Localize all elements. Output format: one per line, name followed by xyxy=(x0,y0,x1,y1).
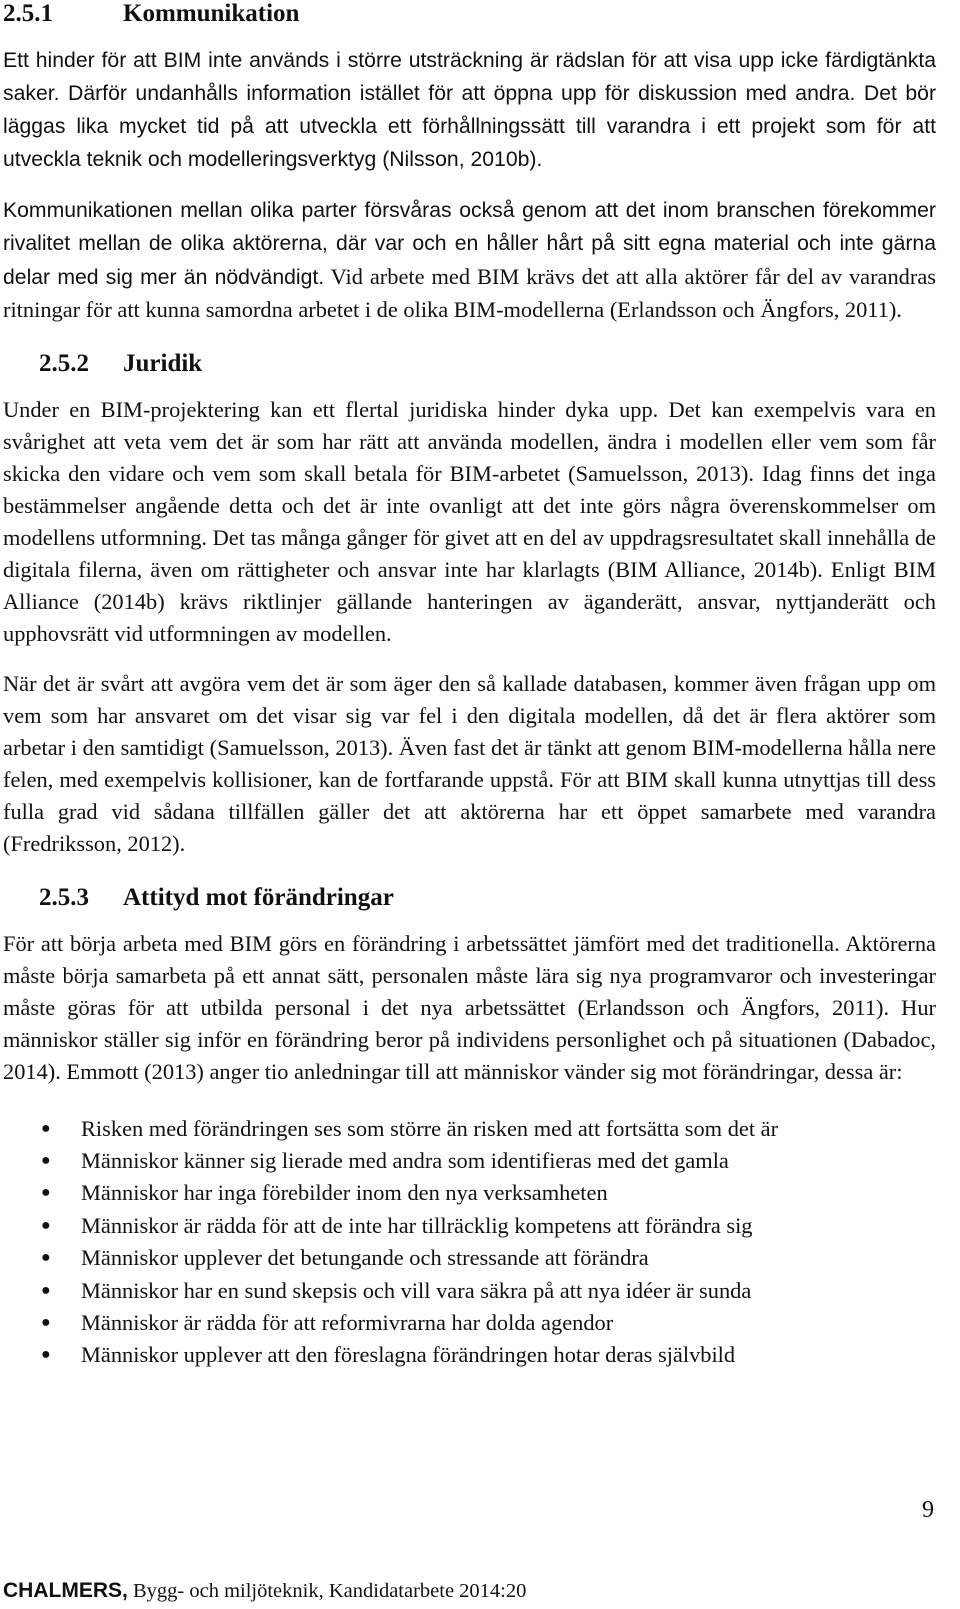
list-item xyxy=(3,1210,936,1242)
section-number: 2.5.2 xyxy=(39,349,89,377)
paragraph-text-sans: Kommunikationen mellan olika parter försvåras också genom att det inom branschen förekommer rivalitet mellan de olika aktörerna, där var och en håller hårt på sitt egna material och inte gärna delar med sig mer än nödvändigt. xyxy=(3,199,936,289)
page-footer xyxy=(3,1578,526,1604)
list-item xyxy=(3,1145,936,1177)
paragraph-juridik-1 xyxy=(3,394,936,651)
page-content xyxy=(3,0,936,1372)
page-number: 9 xyxy=(922,1497,934,1523)
list-item xyxy=(3,1113,936,1145)
list-item-text: Människor har en sund skepsis och vill vara säkra på att nya idéer är sunda xyxy=(81,1277,752,1303)
bullet-icon: ● xyxy=(41,1249,51,1267)
paragraph-juridik-2 xyxy=(3,668,936,861)
paragraph-attityd-1 xyxy=(3,928,936,1088)
list-item xyxy=(3,1307,936,1339)
paragraph-text: När det är svårt att avgöra vem det är som äger den så kallade databasen, kommer även frågan upp om vem som har ansvaret om det visar sig var fel i den digitala modellen, då det är flera aktörer som arbetar i den samtidigt (Samuelsson, 2013). Även fast det är tänkt att genom BIM-modellerna hålla nere felen, med exempelvis kollisioner, kan de fortfarande uppstå. För att BIM skall kunna utnyttjas till dess fulla grad vid sådana tillfällen gäller det att aktörerna har ett öppet samarbete med varandra (Fredriksson, 2012). xyxy=(3,670,936,856)
section-title: Juridik xyxy=(123,349,203,377)
paragraph-text-serif: Vid arbete med BIM krävs det att alla aktörer får del av varandras ritningar för att kunna samordna arbetet i de olika BIM-modellerna (Erlandsson och Ängfors, 2011). xyxy=(3,263,936,322)
bullet-icon: ● xyxy=(41,1281,51,1299)
list-item-text: Människor känner sig lierade med andra som identifieras med det gamla xyxy=(81,1147,729,1173)
bullet-icon: ● xyxy=(41,1216,51,1234)
list-item-text: Risken med förändringen ses som större än risken med att fortsätta som det är xyxy=(81,1115,779,1141)
bullet-icon: ● xyxy=(41,1346,51,1364)
footer-brand: CHALMERS, xyxy=(3,1579,128,1602)
list-item-text: Människor är rädda för att de inte har tillräcklig kompetens att förändra sig xyxy=(81,1212,753,1238)
bullet-icon: ● xyxy=(41,1119,51,1137)
list-item xyxy=(3,1275,936,1307)
paragraph-text: Under en BIM-projektering kan ett flertal juridiska hinder dyka upp. Det kan exempelvis vara en svårighet att veta vem det är som har rätt att använda modellen, ändra i modellen eller vem som får skicka den vidare och vem som skall betala för BIM-arbetet (Samuelsson, 2013). Idag finns det inga bestämmelser angående detta och det är inte ovanligt att det inte görs några överenskommelser om modellens utformning. Det tas många gånger för givet att en del av uppdragsresultatet skall innehålla de digitala filerna, även om rättigheter och ansvar inte har klarlagts (BIM Alliance, 2014b). Enligt BIM Alliance (2014b) krävs riktlinjer gällande hanteringen av äganderätt, ansvar, nyttjanderätt och upphovsrätt vid utformningen av modellen. xyxy=(3,396,936,647)
bullet-icon: ● xyxy=(41,1313,51,1331)
section-number: 2.5.3 xyxy=(39,884,89,912)
bullet-icon: ● xyxy=(41,1151,51,1169)
paragraph-kommunikation-2 xyxy=(3,194,936,325)
footer-text: Bygg- och miljöteknik, Kandidatarbete 2014:20 xyxy=(127,1580,527,1602)
list-item xyxy=(3,1339,936,1371)
list-item xyxy=(3,1177,936,1209)
bullet-icon: ● xyxy=(41,1184,51,1202)
list-item-text: Människor är rädda för att reformivrarna har dolda agendor xyxy=(81,1309,614,1335)
list-item-text: Människor upplever att den föreslagna förändringen hotar deras självbild xyxy=(81,1342,736,1368)
section-heading-2-5-3 xyxy=(3,884,936,912)
list-item xyxy=(3,1242,936,1274)
paragraph-text: För att börja arbeta med BIM görs en förändring i arbetssättet jämfört med det traditionella. Aktörerna måste börja samarbeta på ett annat sätt, personalen måste lära sig nya programvaror och investeringar måste göras för att utbilda personal i det nya arbetssättet (Erlandsson och Ängfors, 2011). Hur människor ställer sig inför en förändring beror på individens personlighet och på situationen (Dabadoc, 2014). Emmott (2013) anger tio anledningar till att människor vänder sig mot förändringar, dessa är: xyxy=(3,931,936,1085)
paragraph-kommunikation-1 xyxy=(3,44,936,176)
section-title: Attityd mot förändringar xyxy=(123,884,394,912)
section-heading-2-5-1 xyxy=(3,0,936,28)
paragraph-text: Ett hinder för att BIM inte används i större utsträckning är rädslan för att visa upp icke färdigtänkta saker. Därför undanhålls information istället för att öppna upp för diskussion med andra. Det bör läggas lika mycket tid på att utveckla ett förhållningssätt till varandra i ett projekt som för att utveckla teknik och modelleringsverktyg (Nilsson, 2010b). xyxy=(3,49,936,172)
section-heading-2-5-2 xyxy=(3,350,936,378)
section-title: Kommunikation xyxy=(123,0,300,27)
list-item-text: Människor upplever det betungande och stressande att förändra xyxy=(81,1245,649,1271)
list-item-text: Människor har inga förebilder inom den nya verksamheten xyxy=(81,1180,608,1206)
bullet-list-reasons xyxy=(3,1113,936,1372)
section-number: 2.5.1 xyxy=(3,0,53,27)
